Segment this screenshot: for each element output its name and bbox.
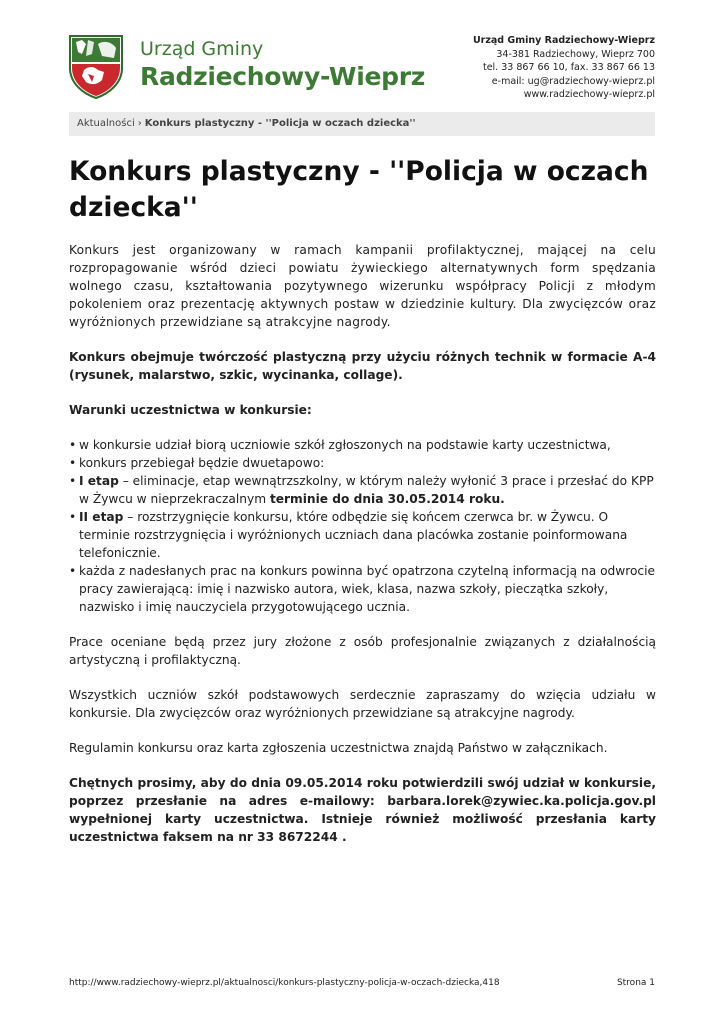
contact-email[interactable]: e-mail: ug@radziechowy-wieprz.pl <box>491 75 655 87</box>
conditions-list <box>69 436 656 616</box>
contact-website[interactable]: www.radziechowy-wieprz.pl <box>523 89 655 100</box>
stage-2-text: – rozstrzygnięcie konkursu, które odbędzie się końcem czerwca br. w Żywcu. O terminie rozstrzygnięcia i wyróżnionych uczniach dana placówka zostanie poinformowana telefonicznie. <box>79 510 628 560</box>
breadcrumb <box>69 112 655 136</box>
article-confirm: Chętnych prosimy, aby do dnia 09.05.2014 roku potwierdzili swój udział w konkursie, poprzez przesłanie na adres e-mailowy: barbara.lorek@zywiec.ka.policja.gov.pl wypełnionej karty uczestnictwa. Istnieje również możliwość przesłania karty uczestnictwa faksem na nr 33 8672244 . <box>69 776 656 844</box>
logo-title-line2: Radziechowy-Wieprz <box>140 62 426 91</box>
conditions-heading: Warunki uczestnictwa w konkursie: <box>69 403 312 417</box>
condition-text: każda z nadesłanych prac na konkurs powinna być opatrzona czytelną informacją na odwrocie pracy zawierającą: imię i nazwisko autora, wiek, klasa, nazwa szkoły, pieczątka szkoły, nazwisko i imię nauczyciela przygotowującego ucznia. <box>79 564 656 614</box>
contact-org: Urząd Gminy Radziechowy-Wieprz <box>472 35 655 46</box>
list-item <box>69 508 656 562</box>
article-intro: Konkurs jest organizowany w ramach kampanii profilaktycznej, mającej na celu rozpropagowanie wśród dzieci powiatu żywieckiego alternatywnych form spędzania wolnego czasu, kształtowania pozytywnego wizerunku współpracy Policji z młodym pokoleniem oraz prezentację aktywnych postaw w dziedzinie kultury. Dla zwycięzców oraz wyróżnionych przewidziane są atrakcyjne nagrody. <box>69 243 656 329</box>
stage-1-deadline: terminie do dnia 30.05.2014 roku. <box>269 492 505 506</box>
article-rules: Regulamin konkursu oraz karta zgłoszenia uczestnictwa znajdą Państwo w załącznikach. <box>69 741 608 755</box>
stage-1-label: I etap <box>79 474 119 488</box>
page-title: Konkurs plastyczny - ''Policja w oczach dziecka'' <box>69 156 649 223</box>
article-scope: Konkurs obejmuje twórczość plastyczną przy użyciu różnych technik w formacie A-4 (rysunek, malarstwo, szkic, wycinanka, collage). <box>69 350 656 382</box>
stage-1-text: – eliminacje, etap wewnątrzszkolny, w którym należy wyłonić 3 prace i przesłać do KPP w Żywcu w nieprzekraczalnym <box>79 474 654 506</box>
article-body <box>69 241 656 863</box>
contact-block <box>473 34 655 102</box>
breadcrumb-current: Konkurs plastyczny - ''Policja w oczach dziecka'' <box>144 118 416 129</box>
list-item <box>69 454 656 472</box>
footer-url: http://www.radziechowy-wieprz.pl/aktualnosci/konkurs-plastyczny-policja-w-oczach-dziecka,418 <box>69 978 500 988</box>
footer-page-number: Strona 1 <box>616 978 655 988</box>
stage-2-label: II etap <box>79 510 124 524</box>
contact-address: 34-381 Radziechowy, Wieprz 700 <box>496 48 655 60</box>
article-jury: Prace oceniane będą przez jury złożone z osób profesjonalnie związanych z działalnością artystyczną i profilaktyczną. <box>69 635 656 667</box>
breadcrumb-separator: › <box>137 118 142 129</box>
breadcrumb-parent-link[interactable]: Aktualności <box>77 118 135 129</box>
article-invite: Wszystkich uczniów szkół podstawowych serdecznie zapraszamy do wzięcia udziału w konkursie. Dla zwycięzców oraz wyróżnionych przewidziane są atrakcyjne nagrody. <box>69 688 656 720</box>
coat-of-arms-icon <box>68 34 124 100</box>
logo-title-line1: Urząd Gminy <box>140 38 264 60</box>
condition-text: konkurs przebiegał będzie dwuetapowo: <box>79 456 325 470</box>
contact-phone: tel. 33 867 66 10, fax. 33 867 66 13 <box>482 62 655 73</box>
list-item <box>69 562 656 616</box>
list-item <box>69 472 656 508</box>
list-item <box>69 436 656 454</box>
site-logo[interactable] <box>68 34 426 100</box>
condition-text: w konkursie udział biorą uczniowie szkół zgłoszonych na podstawie karty uczestnictwa, <box>79 438 611 452</box>
